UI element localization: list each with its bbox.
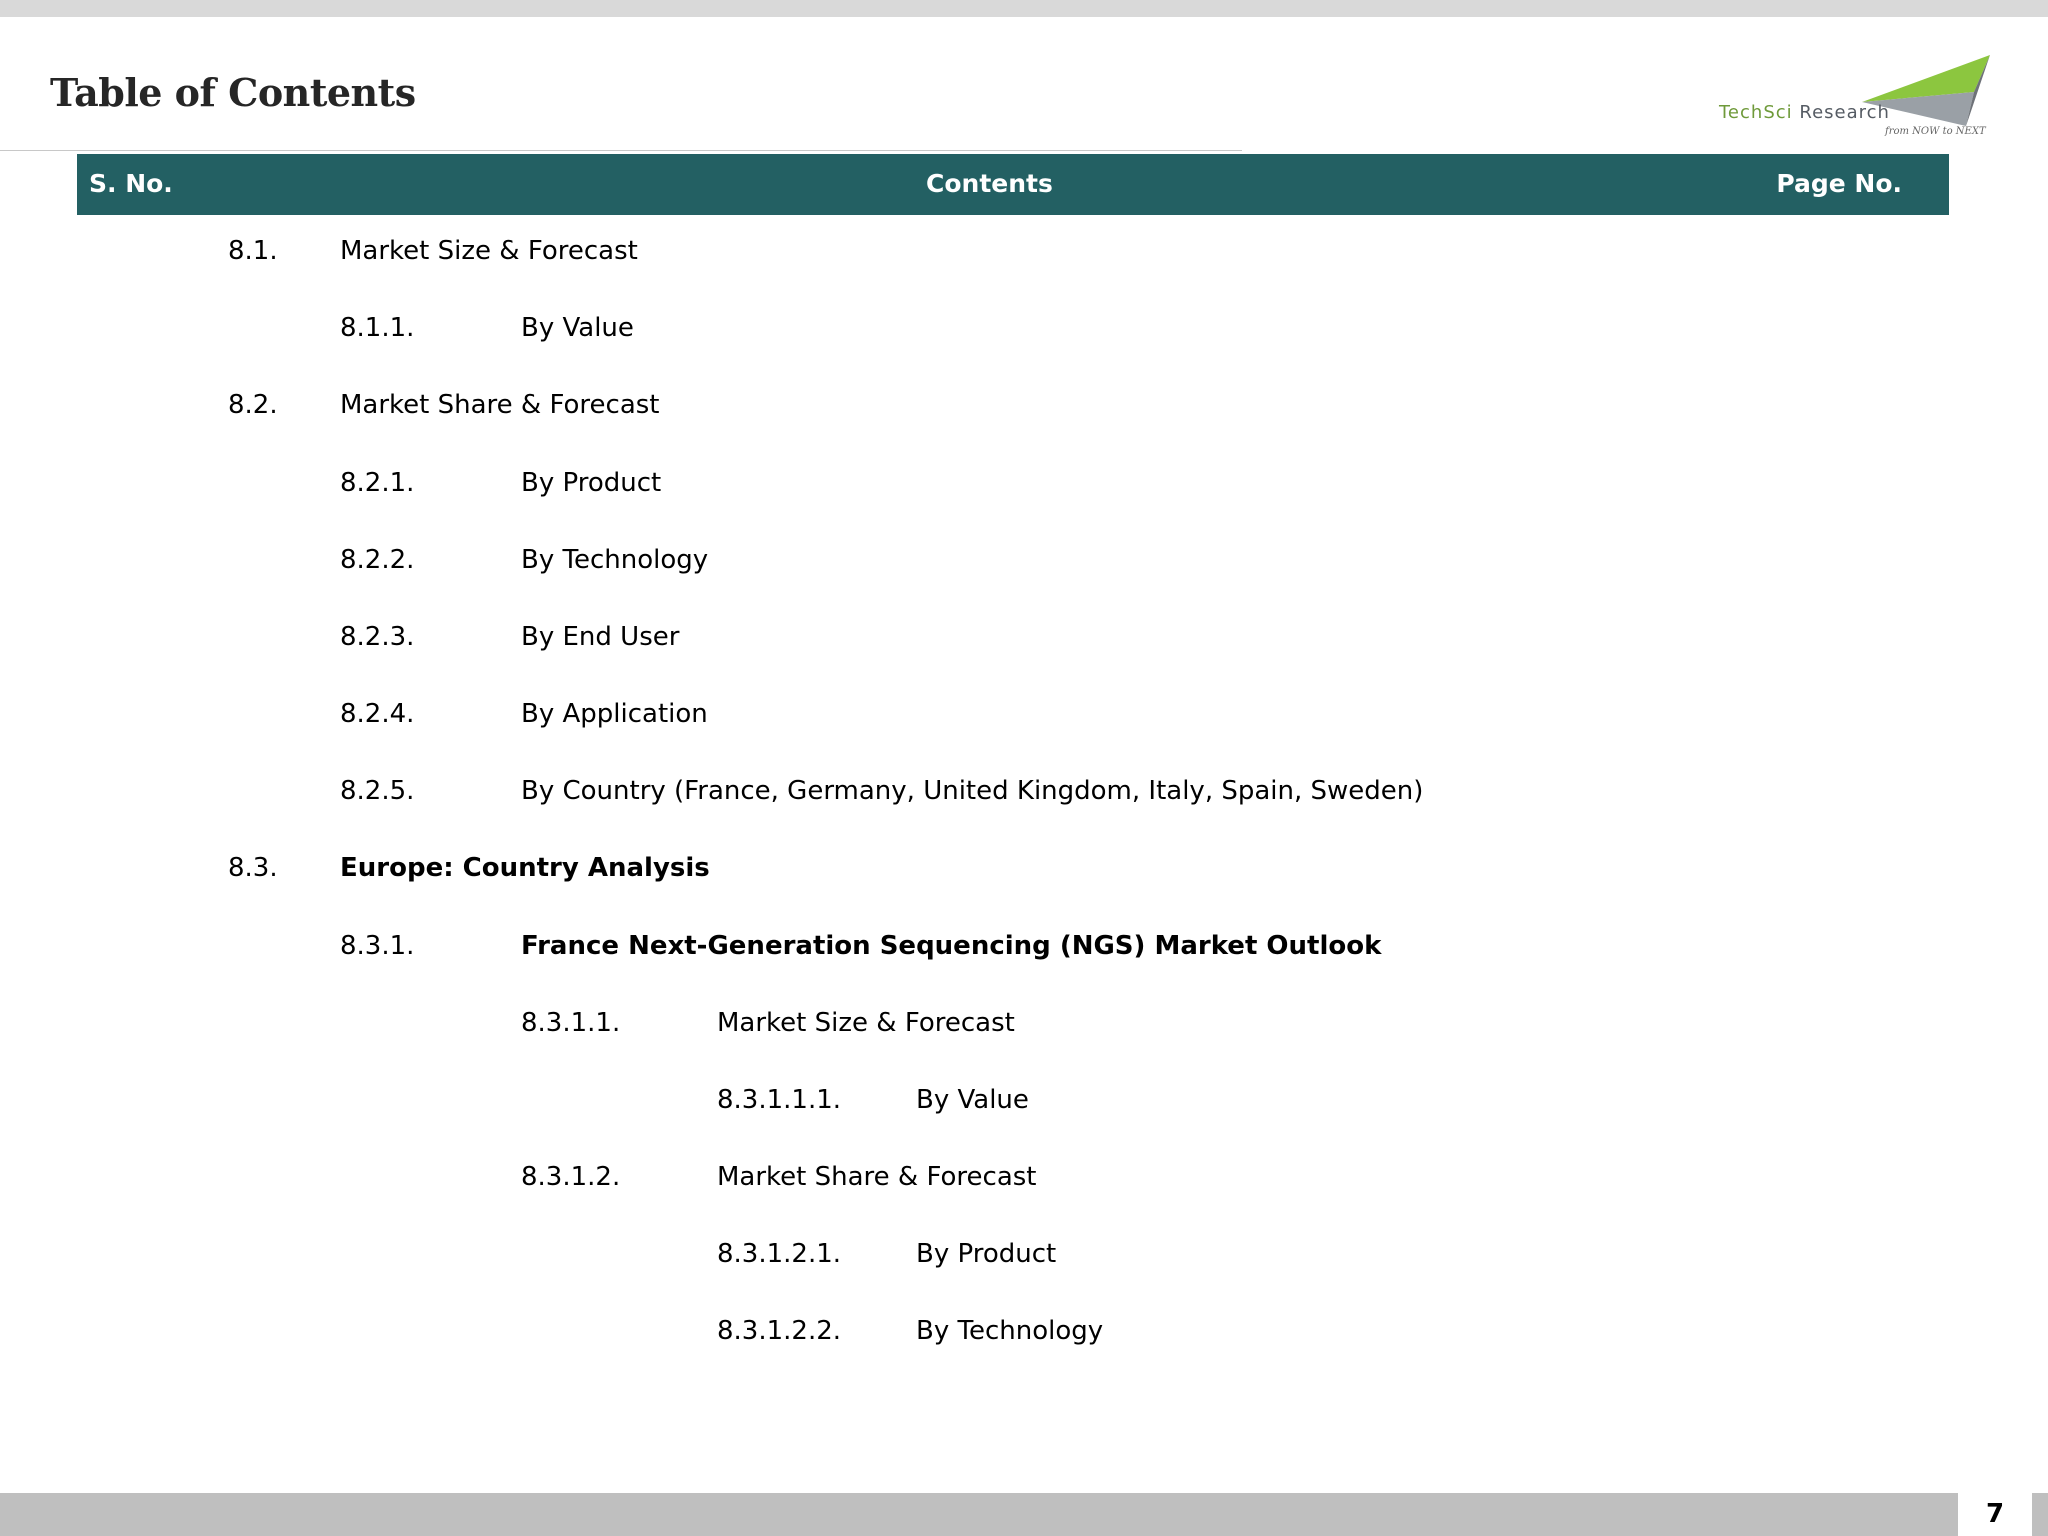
toc-entry-title: Market Share & Forecast <box>340 390 660 420</box>
toc-entry <box>0 1085 2048 1125</box>
toc-entry <box>0 776 2048 816</box>
toc-entry-number: 8.2.2. <box>340 545 415 575</box>
toc-entry-title: By Technology <box>521 545 709 575</box>
toc-entry <box>0 1316 2048 1356</box>
toc-entry <box>0 931 2048 971</box>
toc-entry-number: 8.2.4. <box>340 699 415 729</box>
toc-entry-title: By Value <box>916 1085 1029 1115</box>
toc-entry <box>0 313 2048 353</box>
header-serial-number: S. No. <box>89 169 173 198</box>
toc-entry-title: By Technology <box>916 1316 1104 1346</box>
toc-entry-title: Market Share & Forecast <box>717 1162 1037 1192</box>
toc-entry-number: 8.3.1.1.1. <box>717 1085 842 1115</box>
toc-entry-number: 8.3.1.2. <box>521 1162 621 1192</box>
page-number: 7 <box>1985 1499 2005 1529</box>
toc-entry-number: 8.3. <box>228 853 278 883</box>
header-contents: Contents <box>926 169 1053 198</box>
toc-entry-title: France Next-Generation Sequencing (NGS) Market Outlook <box>521 931 1382 961</box>
toc-entry <box>0 853 2048 893</box>
logo-wordmark-techsci: TechSci <box>1719 102 1793 123</box>
logo-tagline: from NOW to NEXT <box>1885 126 1986 137</box>
toc-entry-title: By Value <box>521 313 634 343</box>
toc-entry <box>0 236 2048 276</box>
toc-entry-title: By Country (France, Germany, United Kingdom, Italy, Spain, Sweden) <box>521 776 1424 806</box>
toc-entry <box>0 622 2048 662</box>
toc-entry-title: By Product <box>521 468 662 498</box>
toc-entry-title: Market Size & Forecast <box>717 1008 1015 1038</box>
toc-entry-number: 8.2.5. <box>340 776 415 806</box>
toc-entry-number: 8.3.1.2.2. <box>717 1316 842 1346</box>
toc-entry <box>0 1239 2048 1279</box>
toc-entry <box>0 545 2048 585</box>
page-title: Table of Contents <box>50 70 416 115</box>
toc-entry-number: 8.3.1.1. <box>521 1008 621 1038</box>
toc-entry-title: Market Size & Forecast <box>340 236 638 266</box>
toc-entry-number: 8.3.1.2.1. <box>717 1239 842 1269</box>
toc-entry-number: 8.2.3. <box>340 622 415 652</box>
footer-bar <box>0 1493 1958 1536</box>
toc-entry-number: 8.3.1. <box>340 931 415 961</box>
toc-entry-number: 8.1. <box>228 236 278 266</box>
toc-entry <box>0 468 2048 508</box>
toc-entry-title: By End User <box>521 622 680 652</box>
toc-entry <box>0 1008 2048 1048</box>
toc-entry <box>0 390 2048 430</box>
toc-entry-number: 8.1.1. <box>340 313 415 343</box>
footer-bar-end <box>2032 1493 2048 1536</box>
header-page-number: Page No. <box>1776 169 1902 198</box>
toc-entry-number: 8.2.1. <box>340 468 415 498</box>
toc-entry-number: 8.2. <box>228 390 278 420</box>
logo-wordmark-research: Research <box>1799 102 1890 123</box>
toc-entry-title: By Product <box>916 1239 1057 1269</box>
toc-entry <box>0 1162 2048 1202</box>
toc-entry <box>0 699 2048 739</box>
toc-entry-title: Europe: Country Analysis <box>340 853 710 883</box>
toc-entry-title: By Application <box>521 699 708 729</box>
